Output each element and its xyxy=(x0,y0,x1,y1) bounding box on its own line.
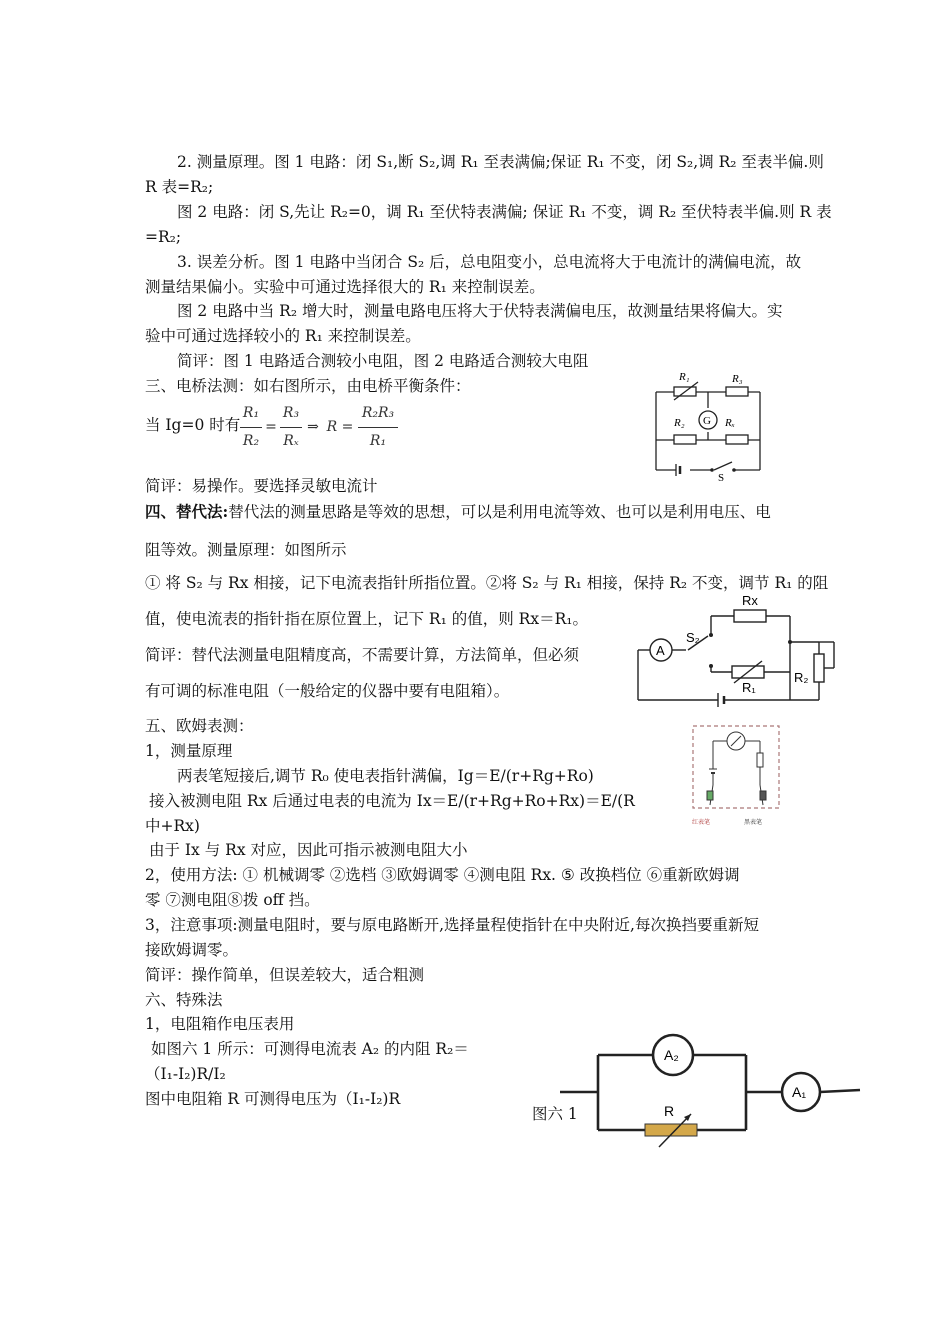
subst-r1-label: R₁ xyxy=(742,680,756,695)
subst-a-label: A xyxy=(656,643,665,658)
subst-rx-label: Rx xyxy=(742,593,758,608)
heading-text: 替代法的测量思路是等效的思想，可以是利用电流等效、也可以是利用电压、电 xyxy=(228,503,771,521)
text-line: （I₁-I₂)R/I₂ xyxy=(145,1065,226,1083)
text-line: 当 Ig=0 时有 xyxy=(145,416,241,434)
formula-r1-den: R₁ xyxy=(369,433,387,449)
formula-r2r3: R₂R₃ xyxy=(361,405,395,421)
text-line: 接欧姆调零。 xyxy=(145,941,239,959)
figure-6-1 xyxy=(560,1030,865,1150)
text-line: 如图六 1 所示：可测得电流表 A₂ 的内阻 R₂＝ xyxy=(151,1040,469,1058)
section-heading xyxy=(145,502,771,522)
text-line: 图 2 电路中当 R₂ 增大时，测量电路电压将大于伏特表满偏电压，故测量结果将偏大。实 xyxy=(177,302,783,320)
formula-rx: Rₓ xyxy=(283,433,299,449)
text-line: 值，使电流表的指针指在原位置上，记下 R₁ 的值，则 Rx＝R₁。 xyxy=(145,610,588,628)
formula-arrow: ⇒ xyxy=(307,419,319,435)
text-line: 中+Rx) xyxy=(145,817,200,835)
text-line: 图中电阻箱 R 可测得电压为（I₁-I₂)R xyxy=(145,1090,401,1108)
text-line: 由于 Ix 与 Rx 对应，因此可指示被测电阻大小 xyxy=(149,841,468,859)
text-line: 3. 误差分析。图 1 电路中当闭合 S₂ 后，总电阻变小，总电流将大于电流计的满偏电流，故 xyxy=(177,253,802,271)
fig6-a2-label: A₂ xyxy=(664,1047,679,1063)
formula-r1: R₁ xyxy=(242,405,260,421)
text-line: 简评：图 1 电路适合测较小电阻，图 2 电路适合测较大电阻 xyxy=(177,352,589,370)
text-line: =R₂; xyxy=(145,228,182,246)
fig6-r-label: R xyxy=(664,1103,675,1119)
formula-r3: R₃ xyxy=(282,405,300,421)
text-line: 1，测量原理 xyxy=(145,742,233,760)
section-heading: 六、特殊法 xyxy=(145,991,223,1009)
formula-r-eq: R = xyxy=(326,419,354,435)
ohm-red-lead-label: 红表笔 xyxy=(692,819,711,826)
text-line: 2. 测量原理。图 1 电路：闭 S₁,断 S₂,调 R₁ 至表满偏;保证 R₁ 不变，闭 S₂,调 R₂ 至表半偏.则 xyxy=(177,153,824,171)
text-line: 简评：操作简单，但误差较大，适合粗测 xyxy=(145,966,425,984)
text-line: 两表笔短接后,调节 R₀ 使电表指针满偏，Ig＝E/(r+Rg+Ro) xyxy=(177,767,594,785)
subst-r2-label: R₂ xyxy=(794,670,809,685)
text-line: 阻等效。测量原理：如图所示 xyxy=(145,541,347,559)
substitution-circuit-figure xyxy=(634,590,864,708)
fig6-a1-label: A₁ xyxy=(792,1084,807,1100)
section-heading: 三、电桥法测：如右图所示，由电桥平衡条件： xyxy=(145,377,471,395)
text-line: 1，电阻箱作电压表用 xyxy=(145,1015,295,1033)
text-line: 零 ⑦测电阻⑧拨 off 挡。 xyxy=(145,891,320,909)
formula-eq: = xyxy=(265,419,277,435)
ohm-black-lead-label: 黑表笔 xyxy=(744,819,763,826)
bridge-formula xyxy=(240,405,410,465)
text-line: 接入被测电阻 Rx 后通过电表的电流为 Ix＝E/(r+Rg+Ro+Rx)＝E/(R xyxy=(149,792,635,810)
text-line: 测量结果偏小。实验中可通过选择很大的 R₁ 来控制误差。 xyxy=(145,278,545,296)
formula-r2: R₂ xyxy=(242,433,260,449)
bridge-r3-label: R₃ xyxy=(732,373,743,385)
section-heading: 五、欧姆表测： xyxy=(145,717,254,735)
bridge-r2-label: R₂ xyxy=(674,417,685,429)
text-line: 验中可通过选择较小的 R₁ 来控制误差。 xyxy=(145,327,421,345)
text-line: 简评：替代法测量电阻精度高，不需要计算，方法简单，但必须 xyxy=(145,646,580,664)
bridge-rx-label: Rₓ xyxy=(725,417,735,429)
bridge-r1-label: R₁ xyxy=(679,371,690,383)
subst-s2-label: S₂ xyxy=(686,630,700,645)
text-line: ① 将 S₂ 与 Rx 相接，记下电流表指针所指位置。②将 S₂ 与 R₁ 相接，保持 R₂ 不变，调节 R₁ 的阻 xyxy=(145,574,829,592)
text-line: 3，注意事项:测量电阻时，要与原电路断开,选择量程使指针在中央附近,每次换挡要重新短 xyxy=(145,916,759,934)
text-line: 简评：易操作。要选择灵敏电流计 xyxy=(145,477,378,495)
ohmmeter-figure xyxy=(688,723,784,831)
bridge-s-label: S xyxy=(718,472,725,484)
bold-heading: 四、替代法: xyxy=(145,502,229,521)
text-line: 2，使用方法: ① 机械调零 ②选档 ③欧姆调零 ④测电阻 Rx. ⑤ 改换档位 ⑥重新欧姆调 xyxy=(145,866,740,884)
text-line: 图 2 电路：闭 S,先让 R₂=0，调 R₁ 至伏特表满偏; 保证 R₁ 不变，调 R₂ 至伏特表半偏.则 R 表 xyxy=(177,203,832,221)
text-line: R 表=R₂; xyxy=(145,178,214,196)
bridge-circuit-figure xyxy=(650,366,770,484)
bridge-g-label: G xyxy=(703,415,711,427)
text-line: 有可调的标准电阻（一般给定的仪器中要有电阻箱）。 xyxy=(145,682,510,700)
figure-caption: 图六 1 xyxy=(532,1105,578,1123)
